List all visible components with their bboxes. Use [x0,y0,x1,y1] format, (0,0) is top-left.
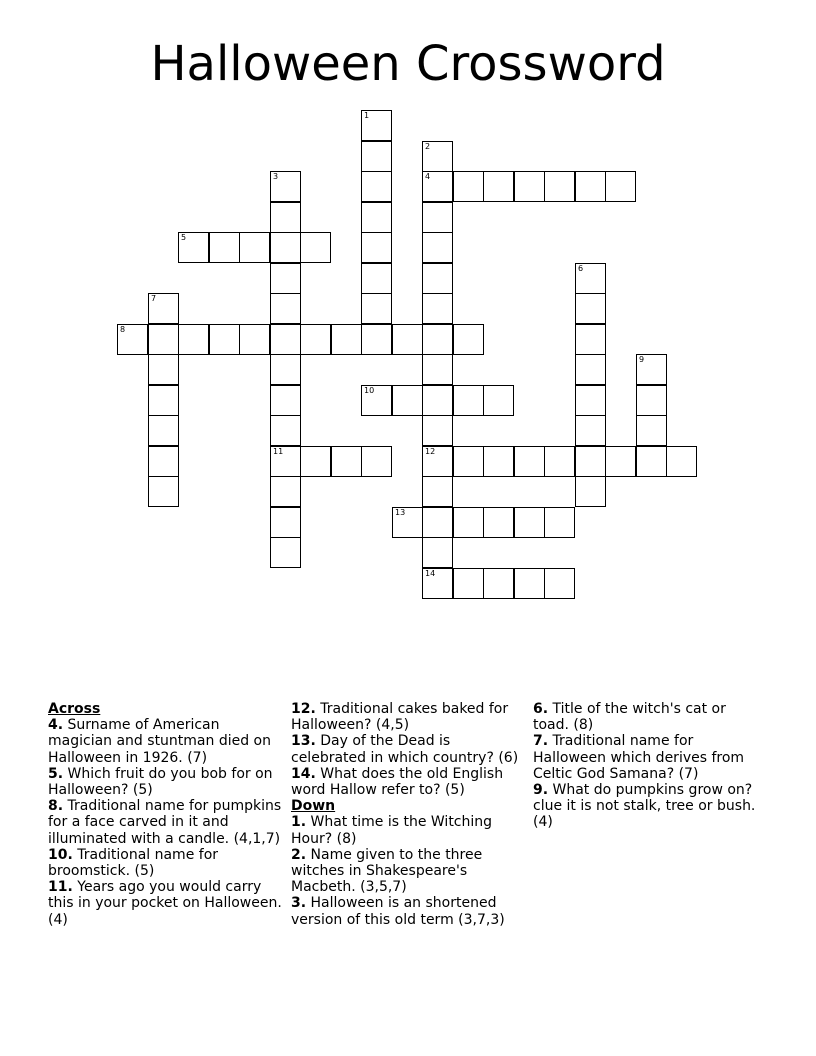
grid-cell[interactable] [148,385,179,416]
clue-number: 6 [578,264,584,273]
clue-number: 1 [364,111,370,120]
grid-cell[interactable] [270,476,301,507]
grid-cell[interactable] [239,324,270,355]
grid-cell[interactable] [361,263,392,294]
grid-cell[interactable] [575,476,606,507]
grid-cell[interactable] [605,446,636,477]
grid-cell[interactable] [239,232,270,263]
clue-across-14: 14. What does the old English word Hallow refer to? (5) [291,765,504,799]
clue-across-13: 13. Day of the Dead is celebrated in which country? (6) [291,733,519,766]
grid-cell[interactable] [605,171,636,202]
grid-cell[interactable] [270,202,301,233]
grid-cell[interactable] [514,171,545,202]
grid-cell[interactable] [422,385,453,416]
clue-number: 14 [425,569,436,578]
grid-cell[interactable] [422,537,453,568]
grid-cell[interactable] [422,141,453,172]
clue-number: 10 [364,386,375,395]
grid-cell[interactable] [361,385,392,416]
clue-number: 12 [425,447,436,456]
grid-cell[interactable] [575,354,606,385]
grid-cell[interactable] [544,171,575,202]
grid-cell[interactable] [483,446,514,477]
grid-cell[interactable] [148,415,179,446]
clue-number: 9 [639,355,645,364]
grid-cell[interactable] [514,507,545,538]
grid-cell[interactable] [178,232,209,263]
grid-cell[interactable] [422,171,453,202]
grid-cell[interactable] [453,446,484,477]
grid-cell[interactable] [636,446,667,477]
grid-cell[interactable] [300,446,331,477]
down-heading: Down [291,798,336,815]
grid-cell[interactable] [148,354,179,385]
grid-cell[interactable] [361,446,392,477]
grid-cell[interactable] [422,202,453,233]
grid-cell[interactable] [575,415,606,446]
grid-cell[interactable] [361,202,392,233]
clue-number: 5 [181,233,187,242]
puzzle-title: Halloween Crossword [150,36,666,92]
grid-cell[interactable] [361,324,392,355]
clue-number: 4 [425,172,431,181]
grid-cell[interactable] [392,507,423,538]
grid-cell[interactable] [483,385,514,416]
grid-cell[interactable] [453,568,484,599]
clue-number: 8 [120,325,126,334]
grid-cell[interactable] [148,324,179,355]
grid-cell[interactable] [636,354,667,385]
grid-cell[interactable] [270,293,301,324]
grid-cell[interactable] [270,537,301,568]
clue-down-6: 6. Title of the witch's cat or toad. (8) [533,701,726,734]
grid-cell[interactable] [575,171,606,202]
clue-across-12: 12. Traditional cakes baked for Halloween? (4,5) [291,701,509,734]
grid-cell[interactable] [636,385,667,416]
grid-cell[interactable] [422,293,453,324]
grid-cell[interactable] [331,324,362,355]
grid-cell[interactable] [422,415,453,446]
across-heading: Across [48,701,101,717]
grid-cell[interactable] [361,110,392,141]
grid-cell[interactable] [361,232,392,263]
grid-cell[interactable] [483,507,514,538]
grid-cell[interactable] [422,324,453,355]
grid-cell[interactable] [148,293,179,324]
clue-down-3: 3. Halloween is an shortened version of this old term (3,7,3) [291,895,505,928]
grid-cell[interactable] [361,141,392,172]
grid-cell[interactable] [514,446,545,477]
clue-across-8: 8. Traditional name for pumpkins for a face carved in it and illuminated with a candle. (4,1,7) [48,798,282,847]
grid-cell[interactable] [270,354,301,385]
clue-number: 3 [273,172,279,181]
grid-cell[interactable] [483,568,514,599]
clue-number: 11 [273,447,284,456]
grid-cell[interactable] [117,324,148,355]
clues-column-2 [291,701,527,928]
grid-cell[interactable] [514,568,545,599]
grid-cell[interactable] [178,324,209,355]
grid-cell[interactable] [270,415,301,446]
grid-cell[interactable] [422,232,453,263]
grid-cell[interactable] [209,324,240,355]
grid-cell[interactable] [544,568,575,599]
clue-number: 13 [395,508,406,517]
grid-cell[interactable] [422,507,453,538]
clue-down-7: 7. Traditional name for Halloween which derives from Celtic God Samana? (7) [533,733,745,782]
grid-cell[interactable] [544,446,575,477]
grid-cell[interactable] [148,446,179,477]
clues-column-1 [48,701,286,928]
clue-across-4: 4. Surname of American magician and stuntman died on Halloween in 1926. (7) [48,717,271,766]
grid-cell[interactable] [422,476,453,507]
grid-cell[interactable] [636,415,667,446]
grid-cell[interactable] [300,232,331,263]
clue-across-10: 10. Traditional name for broomstick. (5) [48,846,219,880]
grid-cell[interactable] [453,324,484,355]
grid-cell[interactable] [422,354,453,385]
clue-number: 2 [425,142,431,151]
grid-cell[interactable] [270,324,301,355]
grid-cell[interactable] [422,263,453,294]
grid-cell[interactable] [575,446,606,477]
clue-number: 7 [151,294,157,303]
grid-cell[interactable] [270,507,301,538]
grid-cell[interactable] [392,324,423,355]
grid-cell[interactable] [575,263,606,294]
clues-column-3 [533,701,765,831]
grid-cell[interactable] [331,446,362,477]
grid-cell[interactable] [666,446,697,477]
clue-down-1: 1. What time is the Witching Hour? (8) [291,814,493,847]
grid-cell[interactable] [270,263,301,294]
grid-cell[interactable] [270,232,301,263]
grid-cell[interactable] [422,568,453,599]
grid-cell[interactable] [483,171,514,202]
clue-across-11: 11. Years ago you would carry this in your pocket on Halloween. (4) [48,879,282,928]
grid-cell[interactable] [270,171,301,202]
grid-cell[interactable] [453,171,484,202]
clue-down-9: 9. What do pumpkins grow on? clue it is not stalk, tree or bush. (4) [533,782,756,831]
grid-cell[interactable] [453,385,484,416]
grid-cell[interactable] [300,324,331,355]
grid-cell[interactable] [270,385,301,416]
clue-across-5: 5. Which fruit do you bob for on Halloween? (5) [48,765,273,799]
grid-cell[interactable] [575,293,606,324]
grid-cell[interactable] [575,324,606,355]
grid-cell[interactable] [361,293,392,324]
grid-cell[interactable] [270,446,301,477]
grid-cell[interactable] [544,507,575,538]
clue-down-2: 2. Name given to the three witches in Shakespeare's Macbeth. (3,5,7) [291,846,483,896]
grid-cell[interactable] [392,385,423,416]
grid-cell[interactable] [361,171,392,202]
grid-cell[interactable] [422,446,453,477]
grid-cell[interactable] [209,232,240,263]
grid-cell[interactable] [453,507,484,538]
grid-cell[interactable] [575,385,606,416]
grid-cell[interactable] [148,476,179,507]
